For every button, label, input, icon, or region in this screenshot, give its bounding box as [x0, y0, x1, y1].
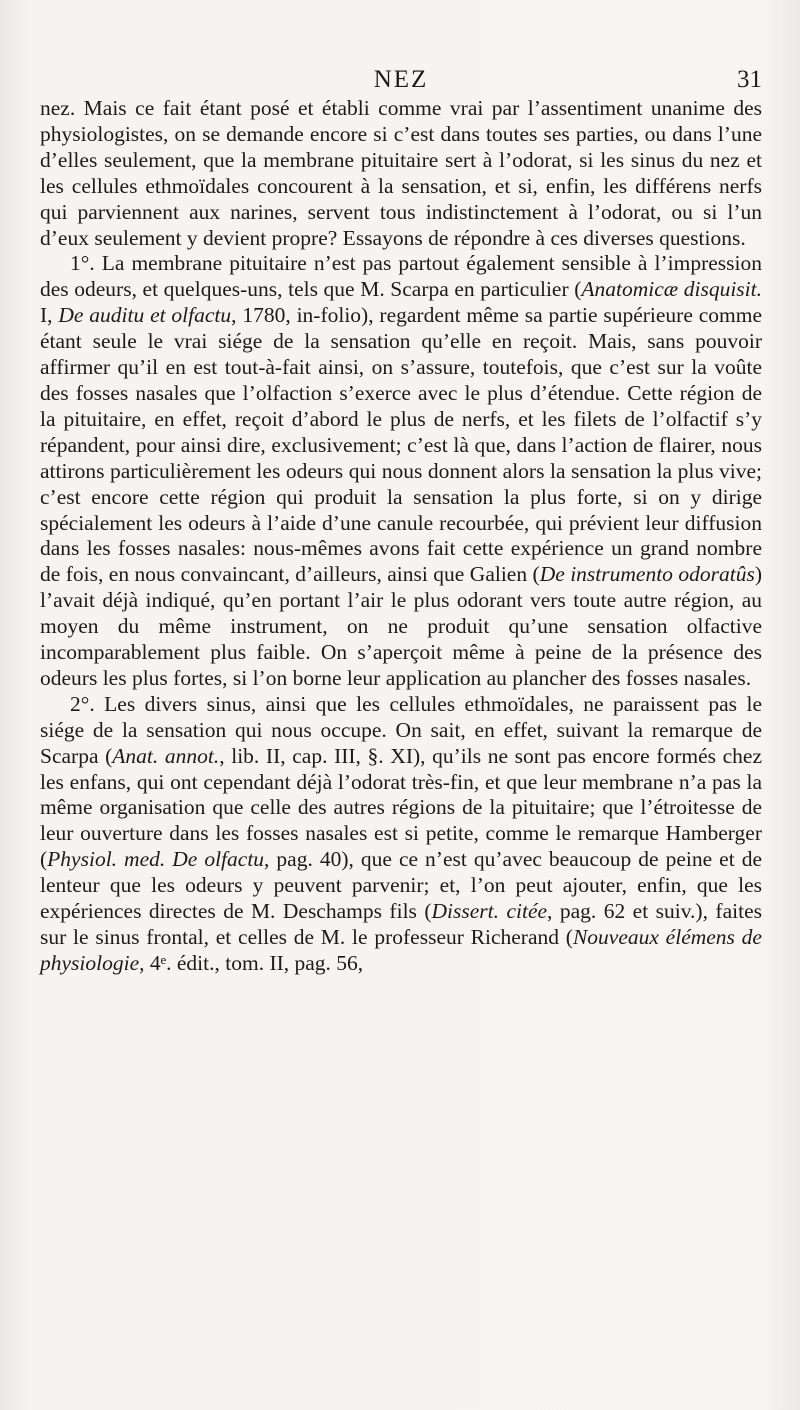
body-text: [40, 96, 762, 977]
paragraph-text: , pag. 62 et suiv.), faites sur le sinus frontal, et celles de M. le professeur Richerand (: [40, 899, 762, 949]
citation-title: De instrumento odoratûs: [539, 562, 755, 587]
paragraph-text: , lib. II, cap. III, §. XI), qu’ils ne sont pas encore formés chez les enfans, qui ont cependant déjà l’odorat très-fin, et que leur membrane n’a pas la même organisation que celle des autres régions de la pituitaire; que l’étroitesse de leur ouverture dans les fosses nasales est si petite, comme le remarque Hamberger (: [40, 743, 762, 872]
paragraph-text: I,: [40, 303, 59, 328]
paragraph-text: , 4ᵉ. édit., tom. II, pag. 56,: [139, 950, 364, 975]
paragraph-text: nez. Mais ce fait étant posé et établi comme vrai par l’assentiment unanime des physiologistes, on se demande encore si c’est dans toutes ses parties, ou dans l’une d’elles seulement, que la membrane pituitaire sert à l’odorat, si les sinus du nez et les cellules ethmoïdales concourent à la sensation, et si, enfin, les différens nerfs qui parviennent aux narines, servent tous indistinctement à l’odorat, ou si l’un d’eux seulement y devient propre? Essayons de répondre à ces diverses questions.: [40, 96, 762, 250]
paragraph-text: 2°. Les divers sinus, ainsi que les cellules ethmoïdales, ne paraissent pas le siége de la sensation qui nous occupe. On sait, en effet, suivant la remarque de Scarpa (: [40, 691, 762, 768]
citation-title: Anatomicæ disquisit.: [581, 277, 762, 302]
running-head: [40, 62, 762, 98]
page-number: 31: [737, 66, 762, 93]
paragraph-2-sinus: [40, 692, 762, 977]
paragraph-text: 1°. La membrane pituitaire n’est pas partout également sensible à l’impression des odeurs, et quelques-uns, tels que M. Scarpa en particulier (: [40, 251, 762, 302]
paragraph-1-membrane: [40, 251, 762, 691]
paragraph-continuation: [40, 96, 762, 251]
citation-title: Anat. annot.: [112, 743, 220, 768]
citation-title: De auditu et olfactu: [58, 303, 232, 328]
paragraph-text: , 1780, in-folio), regardent même sa partie supérieure comme étant seule le vrai siége de la sensation qu’elle en reçoit. Mais, sans pouvoir affirmer qu’il en est tout-à-fait ainsi, on s’assure, toutefois, que c’est sur la voûte des fosses nasales que l’olfaction s’exerce avec le plus d’étendue. Cette région de la pituitaire, en effet, reçoit d’abord le plus de nerfs, et les filets de l’olfactif s’y répandent, pour ainsi dire, exclusivement; c’est là que, dans l’action de flairer, nous attirons particulièrement les odeurs qui nous donnent alors la sensation la plus vive; c’est encore cette région qui produit la sensation la plus forte, si on y dirige spécialement les odeurs à l’aide d’une canule recourbée, qui prévient leur diffusion dans les fosses nasales: nous-mêmes avons fait cette expérience un grand nombre de fois, en nous convaincant, d’ailleurs, ainsi que Galien (: [40, 303, 762, 587]
paragraph-text: ) l’avait déjà indiqué, qu’en portant l’air le plus odorant vers toute autre région, au moyen du même instrument, on ne produit qu’une sensation olfactive incomparablement plus faible. On s’aperçoit même à peine de la présence des odeurs les plus fortes, si l’on borne leur application au plancher des fosses nasales.: [40, 562, 762, 690]
paragraph-text: , pag. 40), que ce n’est qu’avec beaucoup de peine et de lenteur que les odeurs y peuvent parvenir; et, l’on peut ajouter, enfin, que les expériences directes de M. Deschamps fils (: [40, 847, 762, 924]
citation-title: Physiol. med. De olfactu: [47, 847, 265, 872]
citation-title: Dissert. citée: [431, 899, 548, 924]
running-title: NEZ: [373, 66, 429, 93]
citation-title: Nouveaux élémens de physiologie: [40, 925, 762, 975]
